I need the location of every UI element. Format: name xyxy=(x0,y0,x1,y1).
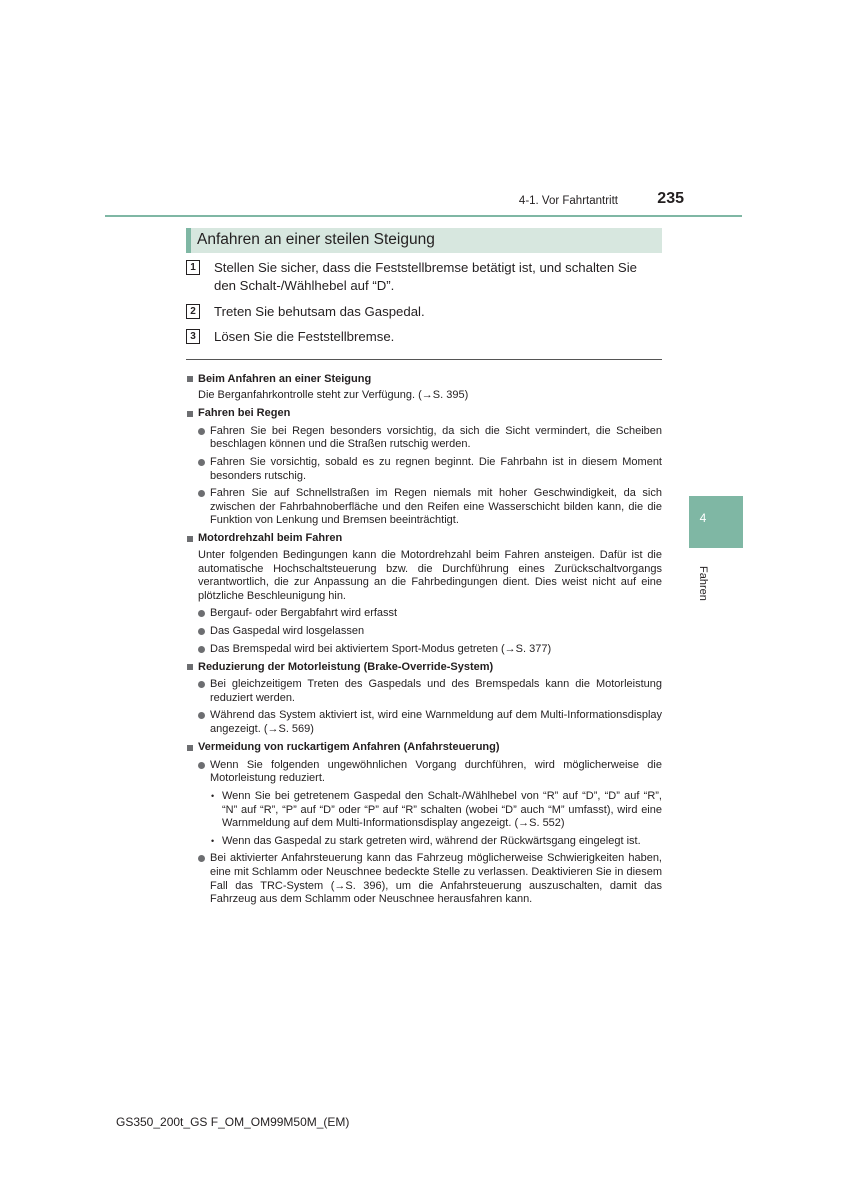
header-rule xyxy=(105,215,742,217)
note-text: Die Berganfahrkontrolle steht zur Verfügung. (→S. 395) xyxy=(198,389,469,402)
running-header-section: 4-1. Vor Fahrtantritt xyxy=(518,195,618,207)
chapter-tab-label: Fahren xyxy=(697,566,709,601)
bullet-item: Fahren Sie bei Regen besonders vorsichtig, da sich die Sicht vermindert, die Scheiben beschlagen können und die Straßen rutschig werden. xyxy=(186,425,662,452)
bullet-item: Fahren Sie vorsichtig, sobald es zu regnen beginnt. Die Fahrbahn ist in diesem Moment besonders rutschig. xyxy=(186,456,662,483)
step-text: Treten Sie behutsam das Gaspedal. xyxy=(214,304,425,319)
bullet-item: Das Bremspedal wird bei aktiviertem Sport-Modus getreten (→S. 377) xyxy=(186,643,662,657)
step-text: Stellen Sie sicher, dass die Feststellbremse betätigt ist, und schalten Sie den Schalt-/Wählhebel auf “D”. xyxy=(214,260,637,293)
note-heading: Reduzierung der Motorleistung (Brake-Override-System) xyxy=(186,661,662,675)
step-number-box: 1 xyxy=(186,260,200,275)
note-heading: Fahren bei Regen xyxy=(186,407,662,421)
bullet-item: Bergauf- oder Bergabfahrt wird erfasst xyxy=(186,607,662,621)
sub-bullet-item: • Wenn Sie bei getretenem Gaspedal den Schalt-/Wählhebel von “R” auf “D”, “D” auf “R”, “N” auf “R”, “P” auf “D” oder “P” auf “R” schalten (wobei “D” auch “M” umfasst), wird eine Warnmeldung auf dem Multi-Informationsdisplay angezeigt. (→S. 552) xyxy=(186,790,662,831)
step-1 xyxy=(186,259,662,295)
steps-divider xyxy=(186,359,662,360)
step-number-box: 3 xyxy=(186,329,200,344)
note-heading: Beim Anfahren an einer Steigung xyxy=(186,373,662,387)
bullet-item: Bei gleichzeitigem Treten des Gaspedals und des Bremspedals kann die Motorleistung reduziert werden. xyxy=(186,678,662,705)
section-title-accent xyxy=(186,228,191,253)
bullet-item: Während das System aktiviert ist, wird eine Warnmeldung auf dem Multi-Informationsdisplay angezeigt. (→S. 569) xyxy=(186,709,662,736)
sub-bullet-item: • Wenn das Gaspedal zu stark getreten wird, während der Rückwärtsgang eingelegt ist. xyxy=(186,835,662,849)
step-3 xyxy=(186,328,662,346)
bullet-item: Bei aktivierter Anfahrsteuerung kann das Fahrzeug möglicherweise Schwierigkeiten haben, eine mit Schlamm oder Neuschnee bedeckte Stelle zu verlassen. Deaktivieren Sie in diesem Fall das TRC-System (→S. 396), um die Anfahrsteuerung auszuschalten, damit das Fahrzeug aus dem Schlamm oder Neuschnee herausfahren kann. xyxy=(186,852,662,906)
note-text: Unter folgenden Bedingungen kann die Motordrehzahl beim Fahren ansteigen. Dafür ist die automatische Hochschaltsteuerung bzw. die Durchführung eines Zurückschaltvorgangs verantwortlich, die zur Anpassung an die Fahrbedingungen dient. Dies weist nicht auf eine plötzliche Beschleunigung hin. xyxy=(198,549,662,602)
page-number: 235 xyxy=(657,190,684,207)
step-text: Lösen Sie die Feststellbremse. xyxy=(214,329,395,344)
bullet-item: Das Gaspedal wird losgelassen xyxy=(186,625,662,639)
chapter-tab-number: 4 xyxy=(699,511,707,525)
footer-document-code: GS350_200t_GS F_OM_OM99M50M_(EM) xyxy=(116,1115,350,1129)
bullet-item: Wenn Sie folgenden ungewöhnlichen Vorgang durchführen, wird möglicherweise die Motorleistung reduziert. xyxy=(186,759,662,786)
section-title: Anfahren an einer steilen Steigung xyxy=(197,231,435,248)
note-heading: Vermeidung von ruckartigem Anfahren (Anfahrsteuerung) xyxy=(186,741,662,755)
step-number-box: 2 xyxy=(186,304,200,319)
notes-section xyxy=(186,368,662,907)
note-heading: Motordrehzahl beim Fahren xyxy=(186,532,662,546)
step-2 xyxy=(186,303,662,321)
bullet-item: Fahren Sie auf Schnellstraßen im Regen niemals mit hoher Geschwindigkeit, da sich zwischen der Fahrbahnoberfläche und den Reifen eine Wasserschicht bilden kann, die die Funktion von Lenkung und Bremsen beeinträchtigt. xyxy=(186,487,662,528)
